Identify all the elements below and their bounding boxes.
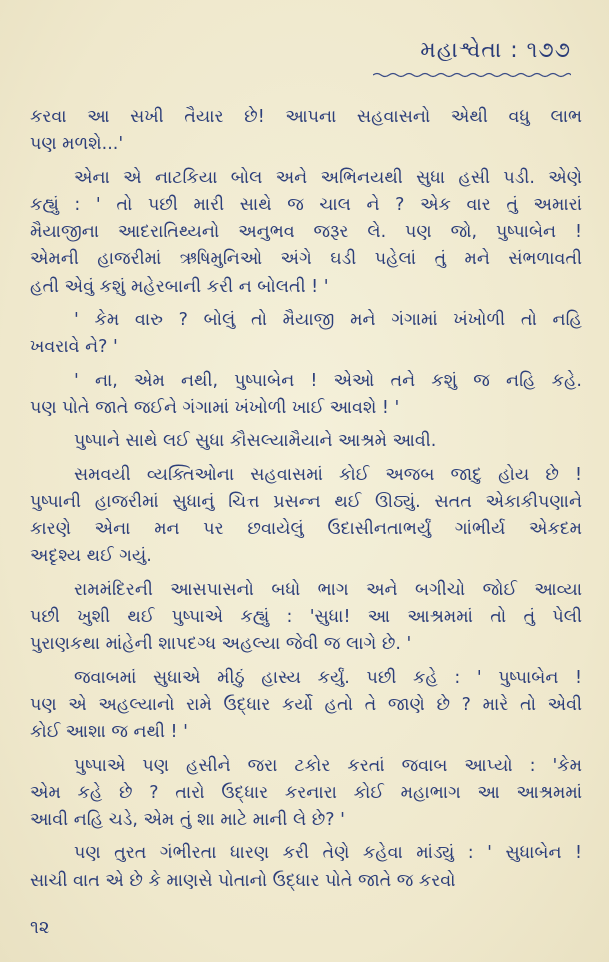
text-line: ' કેમ વારુ ? બોલું તો મૈયાજી મને ગંગામાં ખંખોળી તો નહિ — [74, 310, 582, 331]
text-line: પુરાણકથા માંહેની શાપદગ્ધ અહલ્યા જેવી જ લાગે છે. ' — [30, 634, 412, 655]
paragraph — [30, 753, 582, 835]
text-line: પુષ્પાને સાથે લઈ સુધા કૌસલ્યામૈયાને આશ્રમે આવી. — [74, 431, 437, 452]
text-line: ખવરાવે ને? ' — [30, 337, 118, 358]
text-line: કારણે એના મન પર છવાયેલું ઉદાસીનતાભર્યું ગાંભીર્ય એકદમ — [30, 519, 582, 540]
text-line: પછી ખુશી થઈ પુષ્પાએ કહ્યું : 'સુધા! આ આશ્રમમાં તો તું પેલી — [30, 607, 582, 628]
text-line: મૈયાજીના આદરાતિથ્યનો અનુભવ જરૂર લે. પણ જો, પુષ્પાબેન ! — [30, 222, 582, 243]
paragraph — [30, 462, 582, 571]
text-line: આવી નહિ ચડે, એમ તું શા માટે માની લે છે? ' — [30, 810, 345, 831]
text-line: પણ તુરત ગંભીરતા ધારણ કરી તેણે કહેવા માંડ્યું : ' સુધાબેન ! — [74, 843, 582, 864]
text-line: સમવયી વ્યક્તિઓના સહવાસમાં કોઈ અજબ જાદુ હોય છે ! — [74, 464, 582, 485]
text-line: પણ એ અહલ્યાનો રામે ઉદ્ધાર કર્યો હતો તે જાણે છે ? મારે તો એવી — [30, 694, 582, 715]
paragraph — [30, 428, 582, 455]
paragraph — [30, 165, 582, 301]
paragraph — [30, 665, 582, 747]
running-header: મહાશ્વેતા : ૧૭૭ — [420, 38, 571, 63]
text-line: પુષ્પાએ પણ હસીને જરા ટકોર કરતાં જવાબ આપ્યો : 'કેમ — [74, 755, 582, 776]
body-text — [30, 104, 582, 895]
text-line: રામમંદિરની આસપાસનો બધો ભાગ અને બગીચો જોઈ આવ્યા — [74, 579, 582, 600]
signature-mark: ૧૨ — [30, 917, 50, 938]
paragraph — [30, 840, 582, 895]
paragraph — [30, 368, 582, 423]
text-line: હતી એવું કશું મહેરબાની કરી ન બોલતી ! ' — [30, 276, 329, 297]
text-line: અદૃશ્ય થઈ ગયું. — [30, 546, 152, 567]
paragraph — [30, 577, 582, 659]
text-line: એમ કહે છે ? તારો ઉદ્ધાર કરનારા કોઈ મહાભાગ આ આશ્રમમાં — [30, 782, 582, 803]
text-line: એના એ નાટકિયા બોલ અને અભિનયથી સુધા હસી પડી. એણે — [74, 167, 582, 188]
text-line: ' ના, એમ નથી, પુષ્પાબેન ! એઓ તને કશું જ નહિ કહે. — [74, 370, 582, 391]
header-wavy-rule — [373, 72, 571, 78]
text-line: પુષ્પાની હાજરીમાં સુધાનું ચિત્ત પ્રસન્ન થઈ ઊઠ્યું. સતત એકાકીપણાને — [30, 491, 582, 512]
text-line: કરવા આ સખી તૈયાર છે! આપના સહવાસનો એથી વધુ લાભ — [30, 107, 582, 127]
text-line: પણ મળશે...' — [30, 134, 124, 155]
text-line: જવાબમાં સુધાએ મીઠું હાસ્ય કર્યું. પછી કહે : ' પુષ્પાબેન ! — [74, 667, 582, 688]
text-line: પણ પોતે જાતે જઈને ગંગામાં ખંખોળી ખાઈ આવશે ! ' — [30, 397, 400, 418]
text-line: એમની હાજરીમાં ઋષિમુનિઓ અંગે ઘડી પહેલાં તું મને સંભળાવતી — [30, 249, 582, 270]
text-line: કહ્યું : ' તો પછી મારી સાથે જ ચાલ ને ? એક વાર તું અમારાં — [30, 194, 582, 215]
paragraph — [30, 104, 582, 159]
text-line: સાચી વાત એ છે કે માણસે પોતાનો ઉદ્ધાર પોતે જાતે જ કરવો — [30, 870, 456, 891]
text-line: કોઈ આશા જ નથી ! ' — [30, 722, 188, 743]
paragraph — [30, 307, 582, 362]
